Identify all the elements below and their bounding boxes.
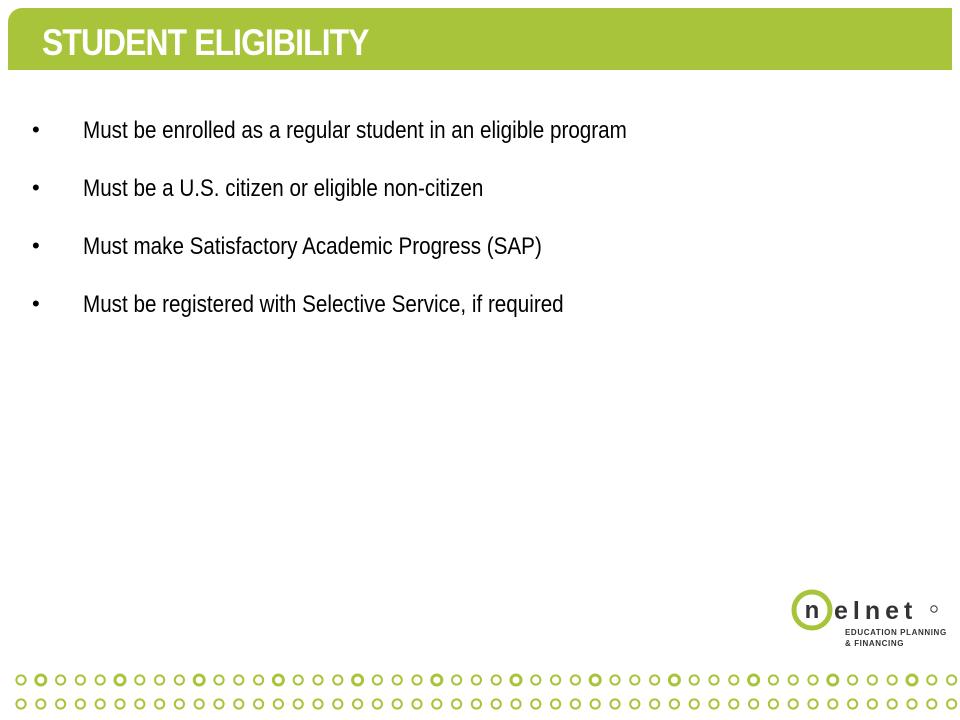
- decorative-ring: [848, 675, 857, 684]
- decorative-ring: [789, 699, 798, 708]
- decorative-ring: [590, 675, 600, 685]
- decorative-ring: [769, 699, 778, 708]
- decorative-ring: [333, 699, 342, 708]
- decorative-ring: [155, 699, 164, 708]
- slide-title: STUDENT ELIGIBILITY: [42, 22, 369, 63]
- bullet-text: Must be enrolled as a regular student in an eligible program: [83, 117, 627, 144]
- logo-registered-mark: [931, 606, 937, 612]
- decorative-ring: [452, 675, 461, 684]
- decorative-ring: [234, 675, 243, 684]
- decorative-ring: [135, 675, 144, 684]
- decorative-ring: [472, 699, 481, 708]
- decorative-ring: [195, 699, 204, 708]
- decorative-ring: [828, 699, 837, 708]
- decorative-ring: [313, 699, 322, 708]
- decorative-ring: [650, 675, 659, 684]
- decorative-ring: [115, 699, 124, 708]
- decorative-ring: [709, 699, 718, 708]
- decorative-ring: [294, 699, 303, 708]
- decorative-ring: [610, 675, 619, 684]
- decorative-ring: [175, 675, 184, 684]
- decorative-ring: [808, 675, 817, 684]
- bullet-dot: •: [32, 291, 40, 316]
- decorative-ring: [907, 699, 916, 708]
- logo-tagline-line2: & FINANCING: [845, 639, 905, 648]
- decorative-ring: [234, 699, 243, 708]
- decorative-ring: [531, 699, 540, 708]
- decorative-ring: [868, 699, 877, 708]
- decorative-ring: [16, 699, 25, 708]
- decorative-ring: [650, 699, 659, 708]
- decorative-ring: [749, 675, 759, 685]
- decorative-ring: [254, 675, 263, 684]
- decorative-ring: [709, 675, 718, 684]
- decorative-ring: [848, 699, 857, 708]
- decorative-ring: [96, 675, 105, 684]
- bullet-dot: •: [32, 233, 40, 258]
- svg-text:n: n: [804, 597, 820, 624]
- decorative-ring: [670, 699, 679, 708]
- decorative-ring: [789, 675, 798, 684]
- bullet-text: Must make Satisfactory Academic Progress (SAP): [83, 233, 542, 260]
- decorative-ring: [214, 699, 223, 708]
- decorative-ring: [868, 675, 877, 684]
- decorative-ring: [551, 699, 560, 708]
- bullet-dot: •: [32, 175, 40, 200]
- decorative-ring: [888, 675, 897, 684]
- bullet-text: Must be registered with Selective Service, if required: [83, 291, 564, 318]
- decorative-ring: [769, 675, 778, 684]
- decorative-ring: [135, 699, 144, 708]
- decorative-ring: [175, 699, 184, 708]
- decorative-ring: [194, 675, 204, 685]
- decorative-ring: [36, 675, 46, 685]
- decorative-ring: [551, 675, 560, 684]
- decorative-ring: [273, 675, 283, 685]
- logo-tagline-line1: EDUCATION PLANNING: [845, 628, 947, 637]
- decorative-ring: [690, 699, 699, 708]
- decorative-ring: [254, 699, 263, 708]
- decorative-ring: [353, 699, 362, 708]
- decorative-ring: [927, 699, 936, 708]
- decorative-ring: [749, 699, 758, 708]
- decorative-ring: [76, 699, 85, 708]
- decorative-ring: [492, 675, 501, 684]
- decorative-ring: [828, 675, 838, 685]
- decorative-ring: [353, 675, 363, 685]
- decorative-ring: [412, 675, 421, 684]
- bullet-dot: •: [32, 117, 40, 142]
- decorative-ring: [432, 699, 441, 708]
- decorative-ring: [947, 699, 956, 708]
- decorative-ring: [274, 699, 283, 708]
- decorative-ring: [531, 675, 540, 684]
- decorative-ring: [56, 675, 65, 684]
- dotted-footer-pattern: [0, 668, 960, 718]
- decorative-ring: [888, 699, 897, 708]
- decorative-ring: [630, 675, 639, 684]
- svg-text:elnet: elnet: [834, 597, 918, 625]
- decorative-ring: [571, 699, 580, 708]
- decorative-ring: [947, 675, 956, 684]
- decorative-ring: [492, 699, 501, 708]
- decorative-ring: [155, 675, 164, 684]
- decorative-ring: [294, 675, 303, 684]
- decorative-ring: [690, 675, 699, 684]
- decorative-ring: [373, 675, 382, 684]
- decorative-ring: [669, 675, 679, 685]
- decorative-ring: [432, 675, 442, 685]
- decorative-ring: [630, 699, 639, 708]
- decorative-ring: [373, 699, 382, 708]
- decorative-ring: [452, 699, 461, 708]
- decorative-ring: [313, 675, 322, 684]
- decorative-ring: [412, 699, 421, 708]
- decorative-ring: [571, 675, 580, 684]
- decorative-ring: [927, 675, 936, 684]
- decorative-ring: [591, 699, 600, 708]
- decorative-ring: [96, 699, 105, 708]
- decorative-ring: [115, 675, 125, 685]
- decorative-ring: [907, 675, 917, 685]
- title-bar: [8, 8, 952, 70]
- decorative-ring: [808, 699, 817, 708]
- decorative-ring: [393, 675, 402, 684]
- decorative-ring: [511, 699, 520, 708]
- decorative-ring: [36, 699, 45, 708]
- decorative-ring: [472, 675, 481, 684]
- decorative-ring: [511, 675, 521, 685]
- decorative-ring: [729, 675, 738, 684]
- decorative-ring: [333, 675, 342, 684]
- logo-tagline: [845, 627, 947, 649]
- decorative-ring: [76, 675, 85, 684]
- decorative-ring: [16, 675, 25, 684]
- decorative-ring: [56, 699, 65, 708]
- decorative-ring: [610, 699, 619, 708]
- decorative-ring: [729, 699, 738, 708]
- bullet-text: Must be a U.S. citizen or eligible non-citizen: [83, 175, 484, 202]
- decorative-ring: [214, 675, 223, 684]
- decorative-ring: [393, 699, 402, 708]
